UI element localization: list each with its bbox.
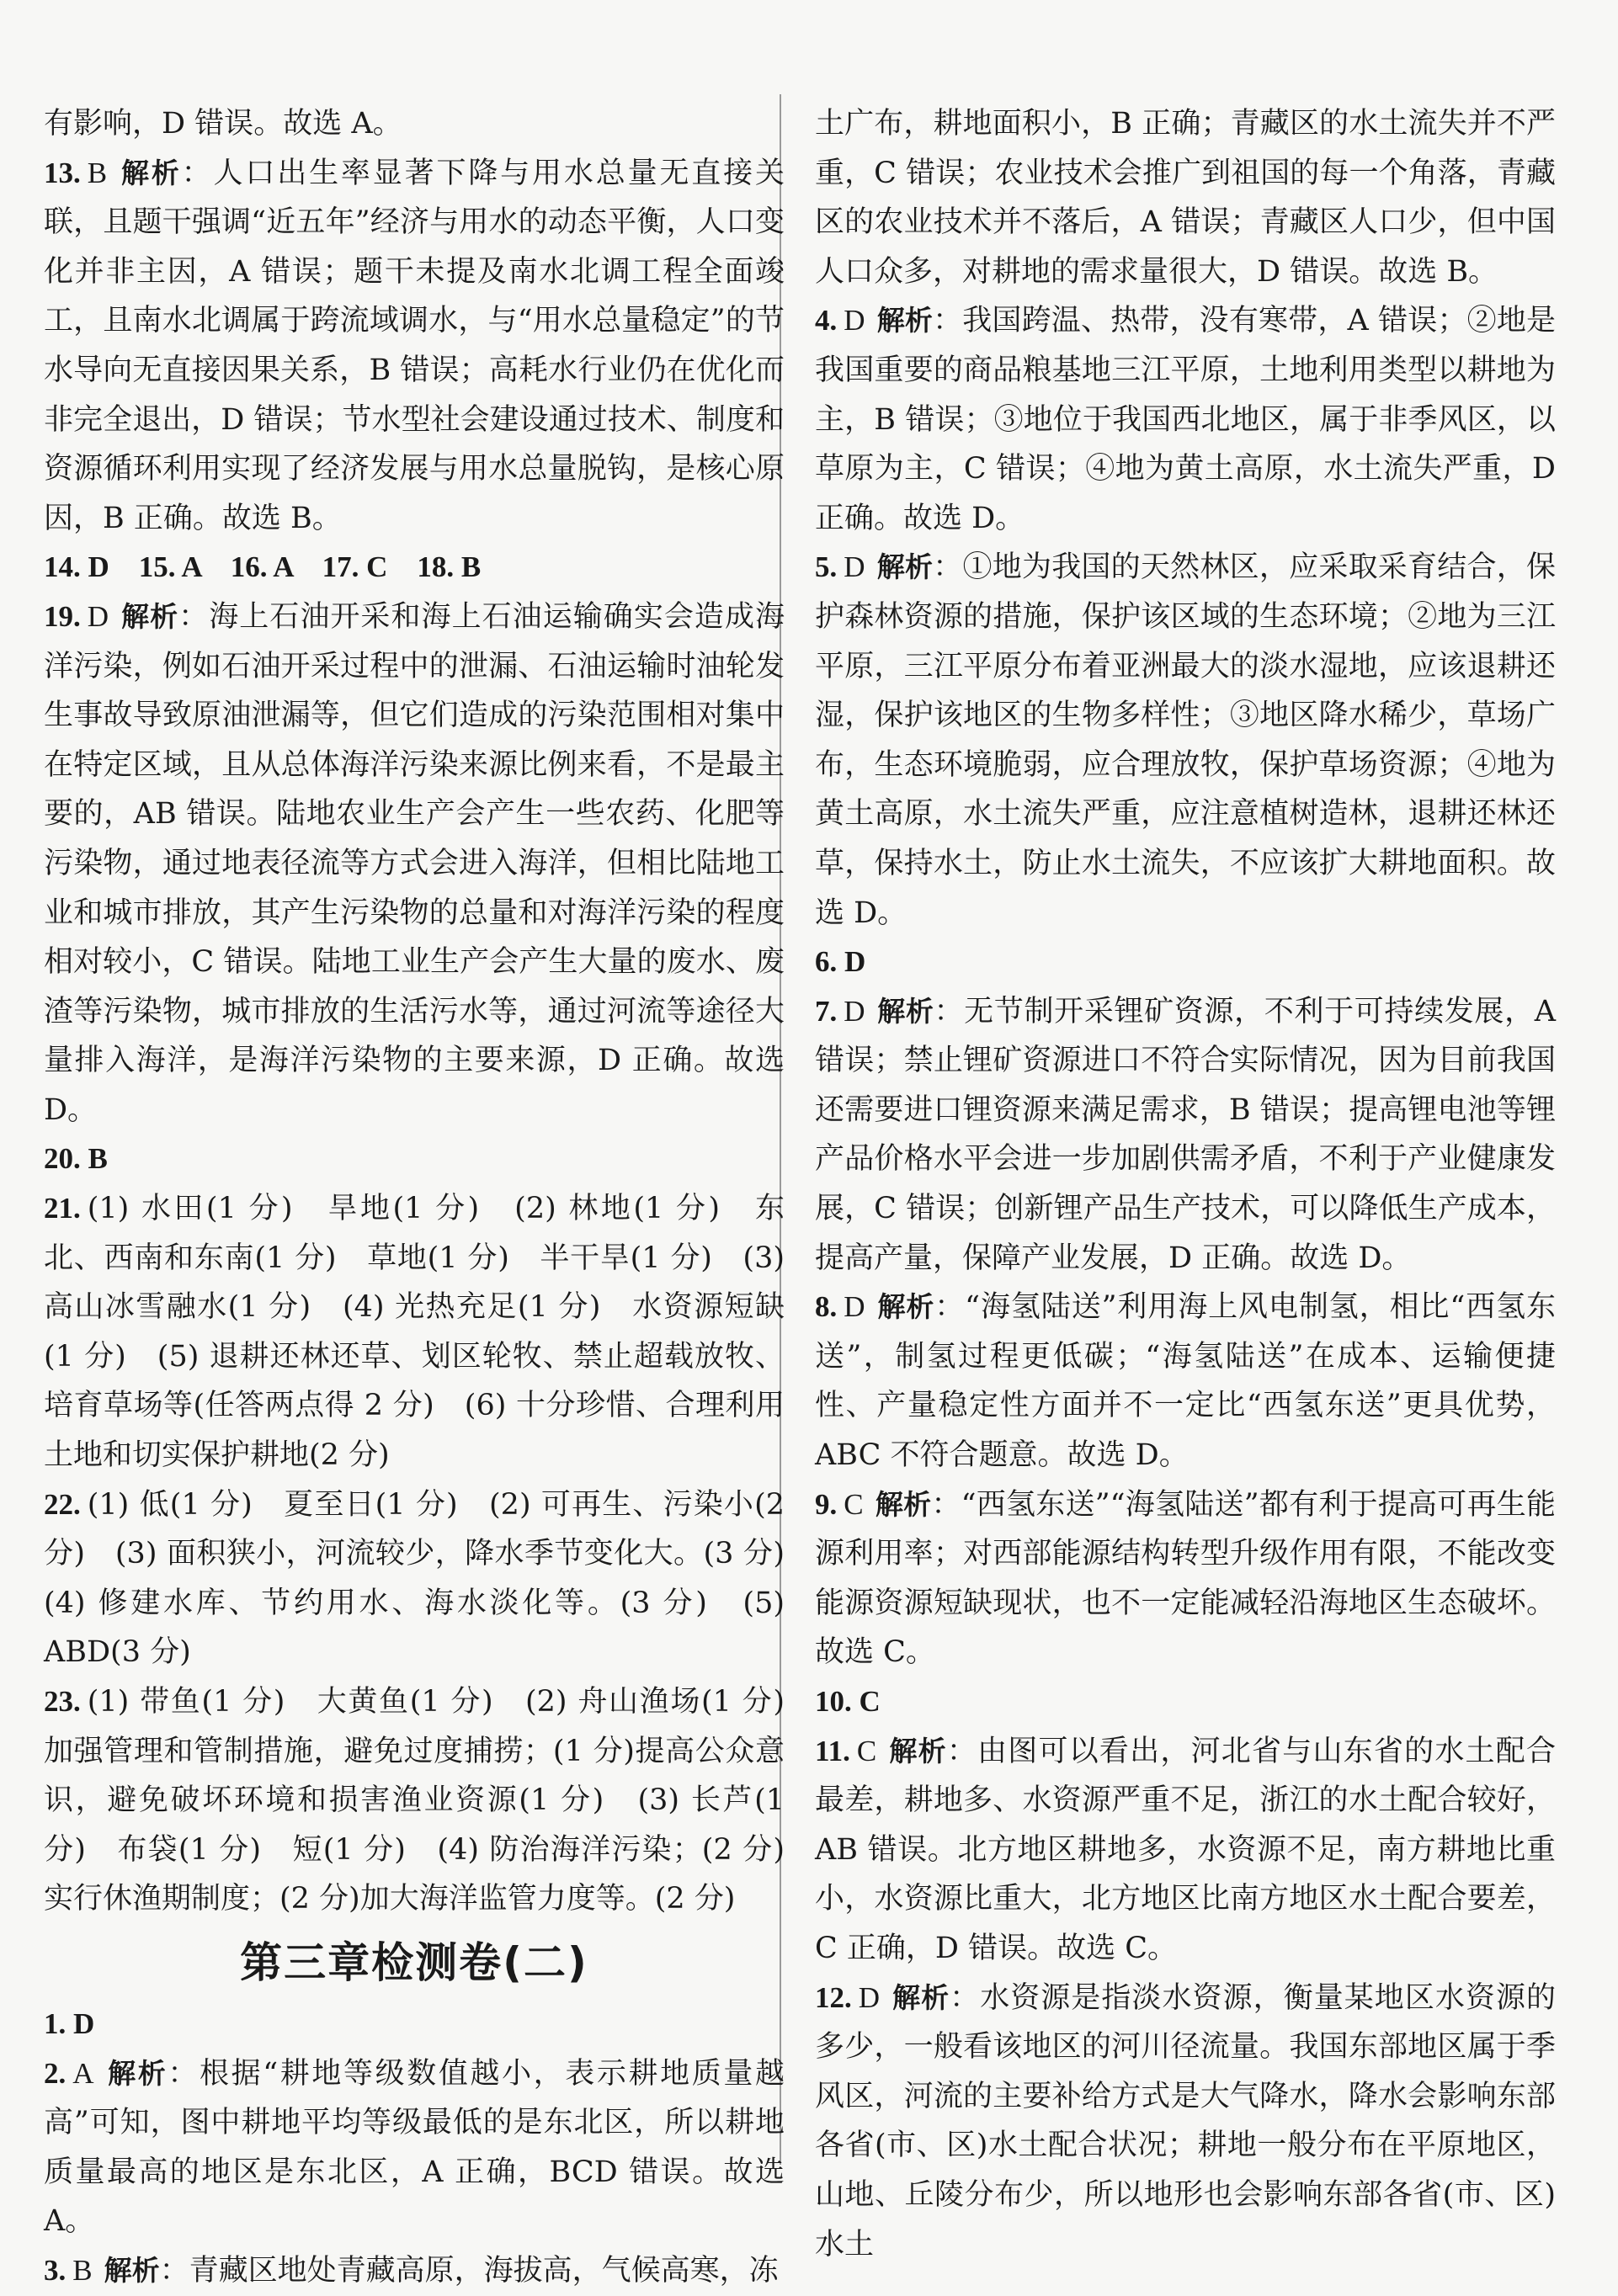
answer-23: 23. (1) 带鱼(1 分) 大黄鱼(1 分) (2) 舟山渔场(1 分) 加强管理和管制措施，避免过度捕捞；(1 分)提高公众意识，避免破坏环境和损害渔业资源(1 分) (3) 长芦(1 分) 布袋(1 分) 短(1 分) (4) 防治海洋污染；(2 分)实行休渔期制度；(2 分)加大海洋监管力度等。(2 分) [44, 1685, 815, 1916]
section-answer-4: 4. D 解析：我国跨温、热带，没有寒带，A 错误；②地是我国重要的商品粮基地三江平原，土地利用类型以耕地为主，B 错误；③地位于我国西北地区，属于非季风区，以草原为主，C 错误；④地为黄土高原，水土流失严重，D 正确。故选 D。 [815, 304, 1556, 535]
answers-14-18: 14. D 15. A 16. A 17. C 18. B [44, 550, 482, 584]
section-answer-2: 2. A 解析：根据“耕地等级数值越小，表示耕地质量越高”可知，图中耕地平均等级最低的是东北区，所以耕地质量最高的地区是东北区，A 正确，BCD 错误。故选 A。 [44, 2056, 785, 2239]
section-answer-10: 10. C [815, 1685, 881, 1718]
right-column [815, 99, 1556, 2269]
answer-22: 22. (1) 低(1 分) 夏至日(1 分) (2) 可再生、污染小(2 分) (3) 面积狭小，河流较少，降水季节变化大。(3 分) (4) 修建水库、节约用水、海水淡化等。(3 分) (5) ABD(3 分) [44, 1487, 815, 1670]
section-answer-12: 12. D 解析：水资源是指淡水资源，衡量某地区水资源的多少，一般看该地区的河川径流量。我国东部地区属于季风区，河流的主要补给方式是大气降水，降水会影响东部各省(市、区)水土配合状况；耕地一般分布在平原地区，山地、丘陵分布少，所以地形也会影响东部各省(市、区)水土 [815, 1980, 1556, 2261]
section-title: 第三章检测卷(二) [240, 1937, 588, 1987]
section-answer-11: 11. C 解析：由图可以看出，河北省与山东省的水土配合最差，耕地多、水资源严重不足，浙江的水土配合较好，AB 错误。北方地区耕地多，水资源不足，南方耕地比重小，水资源比重大，北方地区比南方地区水土配合要差，C 正确，D 错误。故选 C。 [815, 1734, 1556, 1965]
answer-21: 21. (1) 水田(1 分) 旱地(1 分) (2) 林地(1 分) 东北、西南和东南(1 分) 草地(1 分) 半干旱(1 分) (3) 高山冰雪融水(1 分) (4) 光热充足(1 分) 水资源短缺(1 分) (5) 退耕还林还草、划区轮牧、禁止超载放牧、培育草场等(任答两点得 2 分) (6) 十分珍惜、合理利用土地和切实保护耕地(2 分) [44, 1192, 785, 1473]
section-answer-6: 6. D [815, 945, 866, 979]
section-answer-7: 7. D 解析：无节制开采锂矿资源，不利于可持续发展，A 错误；禁止锂矿资源进口不符合实际情况，因为目前我国还需要进口锂资源来满足需求，B 错误；提高锂电池等锂产品价格水平会进一步加剧供需矛盾，不利于产业健康发展，C 错误；创新锂产品生产技术，可以降低生产成本，提高产量，保障产业发展，D 正确。故选 D。 [815, 994, 1556, 1275]
answer-20: 20. B [44, 1142, 108, 1176]
section-answer-5: 5. D 解析：①地为我国的天然林区，应采取采育结合，保护森林资源的措施，保护该区域的生态环境；②地为三江平原，三江平原分布着亚洲最大的淡水湿地，应该退耕还湿，保护该地区的生物多样性；③地区降水稀少，草场广布，生态环境脆弱，应合理放牧，保护草场资源；④地为黄土高原，水土流失严重，应注意植树造林，退耕还林还草，保持水土，防止水土流失，不应该扩大耕地面积。故选 D。 [815, 550, 1556, 930]
section-answer-9: 9. C 解析：“西氢东送”“海氢陆送”都有利于提高可再生能源利用率；对西部能源结构转型升级作用有限，不能改变能源资源短缺现状，也不一定能减轻沿海地区生态破坏。故选 C。 [815, 1487, 1557, 1670]
section-answer-1: 1. D [44, 2006, 95, 2040]
answer-19: 19. D 解析：海上石油开采和海上石油运输确实会造成海洋污染，例如石油开采过程中的泄漏、石油运输时油轮发生事故导致原油泄漏等，但它们造成的污染范围相对集中在特定区域，且从总体海洋污染来源比例来看，不是最主要的，AB 错误。陆地农业生产会产生一些农药、化肥等污染物，通过地表径流等方式会进入海洋，但相比陆地工业和城市排放，其产生污染物的总量和对海洋污染的程度相对较小，C 错误。陆地工业生产会产生大量的废水、废渣等污染物，城市排放的生活污水等，通过河流等途径大量排入海洋，是海洋污染物的主要来源，D 正确。故选 D。 [44, 599, 785, 1127]
paragraph-continuation: 土广布，耕地面积小，B 正确；青藏区的水土流失并不严重，C 错误；农业技术会推广到祖国的每一个角落，青藏区的农业技术并不落后，A 错误；青藏区人口少，但中国人口众多，对耕地的需求量很大，D 错误。故选 B。 [815, 107, 1556, 289]
section-answer-3: 3. B 解析：青藏区地处青藏高原，海拔高，气候高寒，冻 [44, 2253, 779, 2288]
answer-13: 13. B 解析：人口出生率显著下降与用水总量无直接关联，且题干强调“近五年”经济与用水的动态平衡，人口变化并非主因，A 错误；题干未提及南水北调工程全面竣工，且南水北调属于跨流域调水，与“用水总量稳定”的节水导向无直接因果关系，B 错误；高耗水行业仍在优化而非完全退出，D 错误；节水型社会建设通过技术、制度和资源循环利用实现了经济发展与用水总量脱钩，是核心原因，B 正确。故选 B。 [44, 156, 785, 535]
section-answer-8: 8. D 解析：“海氢陆送”利用海上风电制氢，相比“西氢东送”，制氢过程更低碳；“海氢陆送”在成本、运输便捷性、产量稳定性方面并不一定比“西氢东送”更具优势，ABC 不符合题意。故选 D。 [815, 1290, 1557, 1473]
left-column [44, 99, 815, 2296]
paragraph-continuation: 有影响，D 错误。故选 A。 [44, 107, 402, 141]
